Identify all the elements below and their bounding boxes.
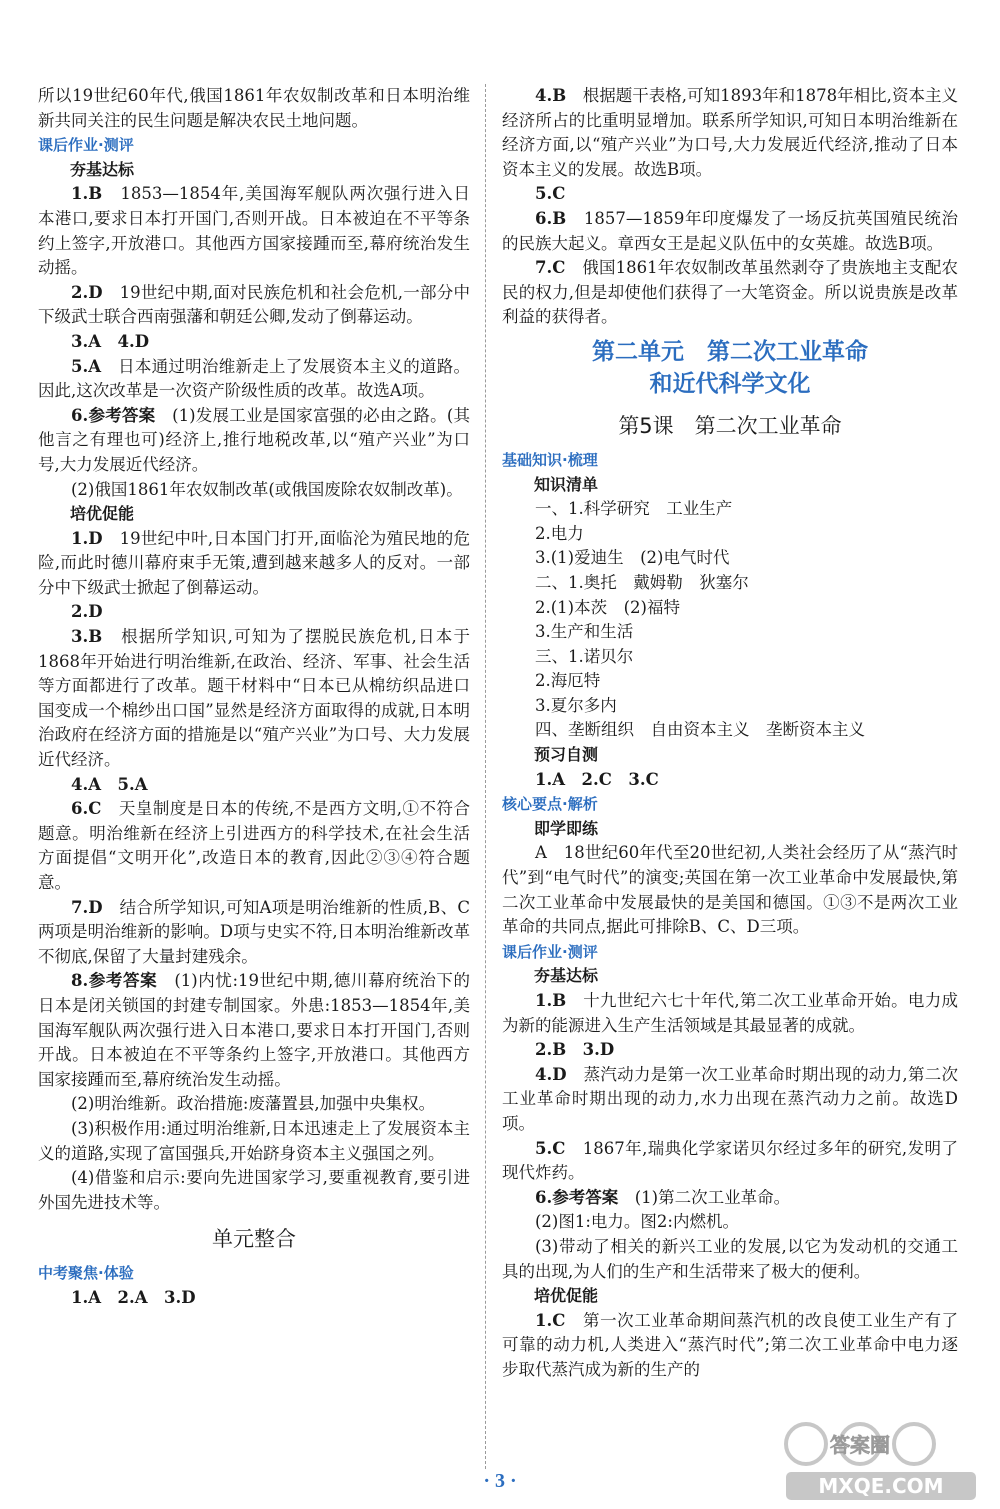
- answer-item: [38, 355, 470, 404]
- subsection-heading: 培优促能: [534, 1286, 599, 1306]
- answer-item: [38, 625, 470, 773]
- answer-subpart: (2)明治维新。政治措施:废藩置县,加强中央集权。: [71, 1094, 436, 1114]
- answer-key: 4.A 5.A: [71, 774, 148, 794]
- right-column: [502, 84, 958, 1383]
- answer-key: 3.B: [71, 627, 103, 647]
- answer-item: [38, 600, 470, 625]
- answer-item: [38, 1286, 470, 1311]
- answer-explanation: 十九世纪六七十年代,第二次工业革命开始。电力成为新的能源进入生产生活领域是其最显著的成就。: [502, 991, 958, 1035]
- answer-explanation: 1867年,瑞典化学家诺贝尔经过多年的研究,发明了现代炸药。: [502, 1138, 959, 1183]
- answer-item: [38, 404, 470, 478]
- answer-item: [38, 281, 470, 330]
- answer-key: 6.参考答案: [71, 405, 156, 425]
- subsection-heading: 即学即练: [534, 818, 599, 838]
- unit-title-line: 第二单元 第二次工业革命: [592, 338, 868, 365]
- knowledge-item: 二、1.奥托 戴姆勒 狄塞尔: [535, 572, 749, 592]
- answer-subpart: (3)带动了相关的新兴工业的发展,以它为发动机的交通工具的出现,为人们的生产和生活带来了极大的便利。: [502, 1236, 958, 1281]
- answer-explanation: 19世纪中叶,日本国门打开,面临沦为殖民地的危险,而此时德川幕府束手无策,遭到越来越多人的反对。一部分中下级武士掀起了倒幕运动。: [38, 528, 470, 597]
- answer-explanation: (1)发展工业是国家富强的必由之路。(其他言之有理也可)经济上,推行地税改革,以“殖产兴业”为口号,大力发展近代经济。: [38, 405, 471, 474]
- knowledge-item: 2.(1)本茨 (2)福特: [535, 597, 680, 617]
- answer-key: 5.C: [535, 1138, 566, 1158]
- answer-item: [502, 1038, 958, 1063]
- subsection-heading: 夯基达标: [70, 159, 135, 179]
- answer-explanation: 第一次工业革命期间蒸汽机的改良使工业生产有了可靠的动力机,人类进入“蒸汽时代”;第二次工业革命中电力逐步取代蒸汽成为新的生产的: [502, 1310, 959, 1379]
- subsection-heading: 培优促能: [70, 504, 135, 524]
- knowledge-item: 2.电力: [535, 523, 584, 543]
- section-heading: 基础知识·梳理: [502, 450, 598, 469]
- unit-summary-title: 单元整合: [212, 1227, 296, 1252]
- subsection-heading: 知识清单: [534, 474, 599, 494]
- answer-key: 7.C: [535, 258, 566, 278]
- page-number: · 3 ·: [483, 1470, 517, 1492]
- answer-key: 2.B 3.D: [535, 1040, 615, 1060]
- answer-item: [502, 207, 958, 256]
- answer-item: [38, 527, 470, 601]
- answer-item: [502, 1063, 958, 1137]
- answer-subpart: (2)图1:电力。图2:内燃机。: [535, 1212, 739, 1232]
- answer-subpart: (4)借鉴和启示:要向先进国家学习,要重视教育,要引进外国先进技术等。: [38, 1168, 470, 1212]
- answer-key: 6.B: [535, 208, 567, 228]
- answer-key: 2.D: [71, 282, 103, 302]
- knowledge-item: 一、1.科学研究 工业生产: [535, 499, 733, 519]
- knowledge-item: 3.(1)爱迪生 (2)电气时代: [535, 548, 730, 568]
- answer-explanation: (1)内忧:19世纪中期,德川幕府统治下的日本是闭关锁国的封建专制国家。外患:1853—1854年,美国海军舰队两次强行进入日本港口,要求日本打开国门,否则开战。日本被迫在不平等条约上签字,开放港口。其他西方国家接踵而至,幕府统治发生动摇。: [38, 971, 471, 1089]
- unit-title-line: 和近代科学文化: [649, 370, 811, 397]
- answer-key: 6.C: [71, 799, 102, 819]
- watermark-brand: 答案圈: [830, 1433, 890, 1457]
- unit-title: [502, 336, 958, 400]
- answer-item: [502, 84, 958, 182]
- answer-key: 2.D: [71, 602, 103, 622]
- answer-key: 1.A 2.A 3.D: [71, 1287, 196, 1307]
- answer-item: [502, 989, 958, 1038]
- answer-explanation: 1857—1859年印度爆发了一场反抗英国殖民统治的民族大起义。章西女王是起义队伍中的女英雄。故选B项。: [502, 208, 959, 253]
- subsection-heading: 夯基达标: [534, 966, 599, 986]
- answer-explanation: 日本通过明治维新走上了发展资本主义的道路。因此,这次改革是一次资产阶级性质的改革。故选A项。: [38, 356, 471, 401]
- answer-explanation: 天皇制度是日本的传统,不是西方文明,①不符合题意。明治维新在经济上引进西方的科学技术,在社会生活方面提倡“文明开化”,改造日本的教育,因此②③④符合题意。: [38, 799, 470, 892]
- answer-key: 1.D: [71, 528, 103, 548]
- answer-explanation: 根据题干表格,可知1893年和1878年相比,资本主义经济所占的比重明显增加。联系所学知识,可知日本明治维新在经济方面,以“殖产兴业”为口号,大力发展近代经济,推动了日本资本主义的发展。故选B项。: [502, 86, 958, 179]
- answer-key: 4.B: [535, 86, 567, 105]
- answer-key: 4.D: [535, 1064, 567, 1084]
- knowledge-item: 3.夏尔多内: [535, 695, 617, 715]
- answer-subpart: (2)俄国1861年农奴制改革(或俄国废除农奴制改革)。: [71, 479, 463, 499]
- answer-explanation: 根据所学知识,可知为了摆脱民族危机,日本于1868年开始进行明治维新,在政治、经济、军事、社会生活等方面都进行了改革。题干材料中“日本已从棉纺织品进口国变成一个棉纱出口国”显然是经济方面取得的成就,日本明治政府在经济方面的措施是以“殖产兴业”为口号、大力发展近代经济。: [38, 627, 470, 770]
- answer-subpart: (3)积极作用:通过明治维新,日本迅速走上了发展资本主义的道路,实现了富国强兵,开始跻身资本主义强国之列。: [38, 1118, 470, 1163]
- answer-item: [502, 1309, 958, 1383]
- section-heading: 课后作业·测评: [38, 136, 134, 155]
- knowledge-item: 三、1.诺贝尔: [535, 646, 634, 666]
- answer-key: 6.参考答案: [535, 1187, 619, 1207]
- answer-key: 8.参考答案: [71, 971, 158, 991]
- section-heading: 课后作业·测评: [502, 942, 598, 961]
- answer-key: 7.D: [71, 897, 103, 917]
- answer-explanation: (1)第二次工业革命。: [634, 1187, 791, 1207]
- answer-item: [38, 896, 470, 970]
- section-heading: 核心要点·解析: [502, 795, 598, 814]
- watermark-url: MXQE.COM: [818, 1474, 944, 1498]
- answer-key: 1.C: [535, 1310, 566, 1330]
- answer-item: [502, 1137, 958, 1186]
- answer-key: 1.A 2.C 3.C: [535, 769, 659, 789]
- watermark-logo: [776, 1410, 986, 1505]
- answer-key: 1.B: [535, 991, 567, 1010]
- knowledge-item: 四、垄断组织 自由资本主义 垄断资本主义: [535, 720, 865, 740]
- answer-explanation: 1853—1854年,美国海军舰队两次强行进入日本港口,要求日本打开国门,否则开战。日本被迫在不平等条约上签字,开放港口。其他西方国家接踵而至,幕府统治发生动摇。: [38, 184, 470, 278]
- answer-item: [502, 256, 958, 330]
- paragraph: 所以19世纪60年代,俄国1861年农奴制改革和日本明治维新共同关注的民生问题是解决农民土地问题。: [38, 86, 470, 130]
- answer-explanation: 结合所学知识,可知A项是明治维新的性质,B、C两项是明治维新的影响。D项与史实不符,日本明治维新改革不彻底,保留了大量封建残余。: [38, 897, 471, 966]
- lesson-title: 第5课 第二次工业革命: [618, 413, 842, 438]
- knowledge-item: 2.海厄特: [535, 671, 601, 691]
- column-divider: [485, 84, 486, 1469]
- answer-item: A 18世纪60年代至20世纪初,人类社会经历了从“蒸汽时代”到“电气时代”的演变;英国在第一次工业革命中发展最快,第二次工业革命中发展最快的是美国和德国。①③不是两次工业革命的共同点,据此可排除B、C、D三项。: [502, 843, 958, 937]
- answer-item: [38, 330, 470, 355]
- answer-item: [38, 797, 470, 895]
- answer-key: 5.C: [535, 184, 566, 204]
- subsection-heading: 预习自测: [534, 745, 599, 765]
- knowledge-item: 3.生产和生活: [535, 622, 634, 642]
- answer-explanation: 蒸汽动力是第一次工业革命时期出现的动力,第二次工业革命时期出现的动力,水力出现在蒸汽动力之前。故选D项。: [502, 1064, 958, 1133]
- answer-item: [502, 1186, 958, 1211]
- answer-explanation: 俄国1861年农奴制改革虽然剥夺了贵族地主支配农民的权力,但是却使他们获得了一大笔资金。所以说贵族是改革利益的获得者。: [502, 258, 959, 327]
- answer-key: 1.B: [71, 184, 103, 204]
- answer-item: [38, 182, 470, 280]
- answer-key: 5.A: [71, 356, 102, 376]
- left-column: [38, 84, 470, 1311]
- answer-item: [502, 182, 958, 207]
- answer-item: [502, 768, 958, 793]
- answer-item: [38, 969, 470, 1092]
- answer-key: 3.A 4.D: [71, 331, 150, 351]
- answer-explanation: 19世纪中期,面对民族危机和社会危机,一部分中下级武士联合西南强藩和朝廷公卿,发动了倒幕运动。: [38, 282, 470, 327]
- section-heading: 中考聚焦·体验: [38, 1264, 134, 1283]
- answer-item: [38, 773, 470, 798]
